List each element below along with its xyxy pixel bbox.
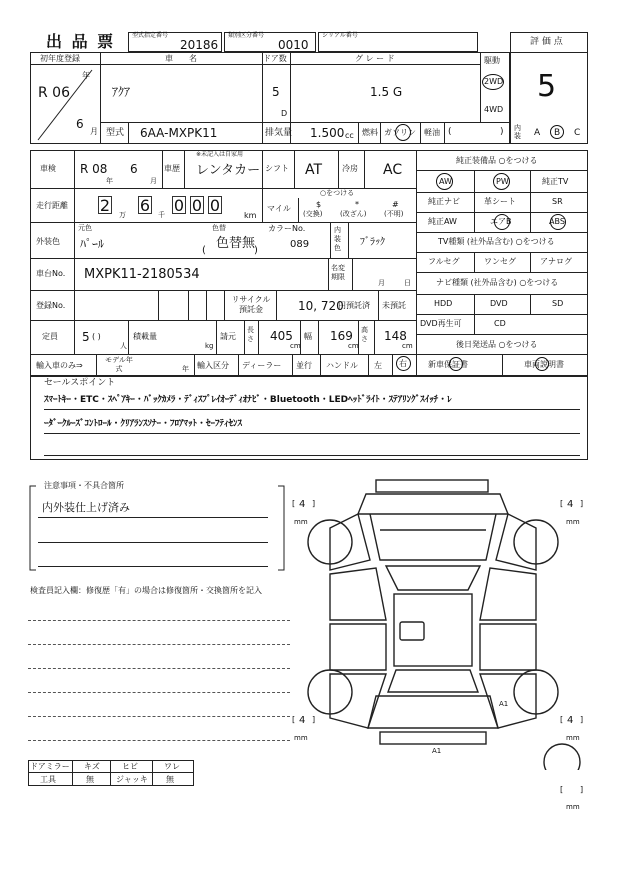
height: 148 bbox=[384, 329, 407, 343]
sales-line-2: ｰﾀﾞｰｸﾙｰｽﾞｺﾝﾄﾛｰﾙ・ｸﾘｱﾗﾝｽｿﾅｰ・ﾌﾛｱﾏｯﾄ・ｾｰﾌﾃｨｾﾝｽ bbox=[44, 419, 243, 429]
sales-block bbox=[30, 376, 588, 460]
class-no: 0010 bbox=[278, 38, 309, 52]
width: 169 bbox=[330, 329, 353, 343]
tire-rear-right: 4 bbox=[567, 715, 574, 726]
grade: 1.5 G bbox=[370, 85, 403, 99]
shift: AT bbox=[305, 162, 323, 178]
ac: AC bbox=[383, 162, 403, 178]
notes-bracket bbox=[28, 480, 288, 580]
length: 405 bbox=[270, 329, 293, 343]
interior-color: ﾌﾞﾗｯｸ bbox=[360, 237, 385, 248]
car-name: ｱｸｱ bbox=[112, 85, 131, 99]
damage-mark-side: A1 bbox=[499, 700, 509, 708]
type-no: 20186 bbox=[180, 38, 219, 52]
chassis-no: MXPK11-2180534 bbox=[84, 267, 200, 282]
car-diagram bbox=[290, 470, 590, 770]
model-code: 6AA-MXPK11 bbox=[140, 126, 218, 140]
tire-front-right: 4 bbox=[567, 499, 574, 510]
tire-front-left: 4 bbox=[299, 499, 306, 510]
sales-line-1: ｽﾏｰﾄｷｰ・ETC・ｽﾍﾟｱｷｰ・ﾊﾞｯｸｶﾒﾗ・ﾃﾞｨｽﾌﾟﾚｲｵｰﾃﾞｨｵﾅﾋﾞ・Bluetooth・LEDﾍｯﾄﾞﾗｲﾄ・ｽﾃｱﾘﾝｸﾞｽｲｯﾁ・ﾚ bbox=[44, 395, 452, 405]
recycle-amount: 10, 720 bbox=[298, 299, 344, 313]
door-count: 5 bbox=[272, 85, 280, 99]
color-no: 089 bbox=[290, 239, 310, 250]
note-line-1: 内外装仕上げ済み bbox=[42, 501, 130, 514]
color-change: 色替無 bbox=[216, 236, 256, 251]
first-reg-era: R 06 bbox=[38, 85, 70, 101]
exterior-color: ﾊﾟｰﾙ bbox=[80, 237, 105, 251]
tire-rear-left: 4 bbox=[299, 715, 306, 726]
damage-mark-rear: A1 bbox=[432, 747, 442, 755]
first-reg-month: 6 bbox=[76, 117, 84, 131]
form-title: 出 品 票 bbox=[46, 32, 116, 51]
history: レンタカー bbox=[196, 163, 261, 178]
inspection-era: R 08 bbox=[80, 162, 108, 176]
score-value: 5 bbox=[537, 69, 557, 104]
capacity: 5 bbox=[82, 330, 90, 344]
displacement: 1.500 bbox=[310, 126, 345, 140]
